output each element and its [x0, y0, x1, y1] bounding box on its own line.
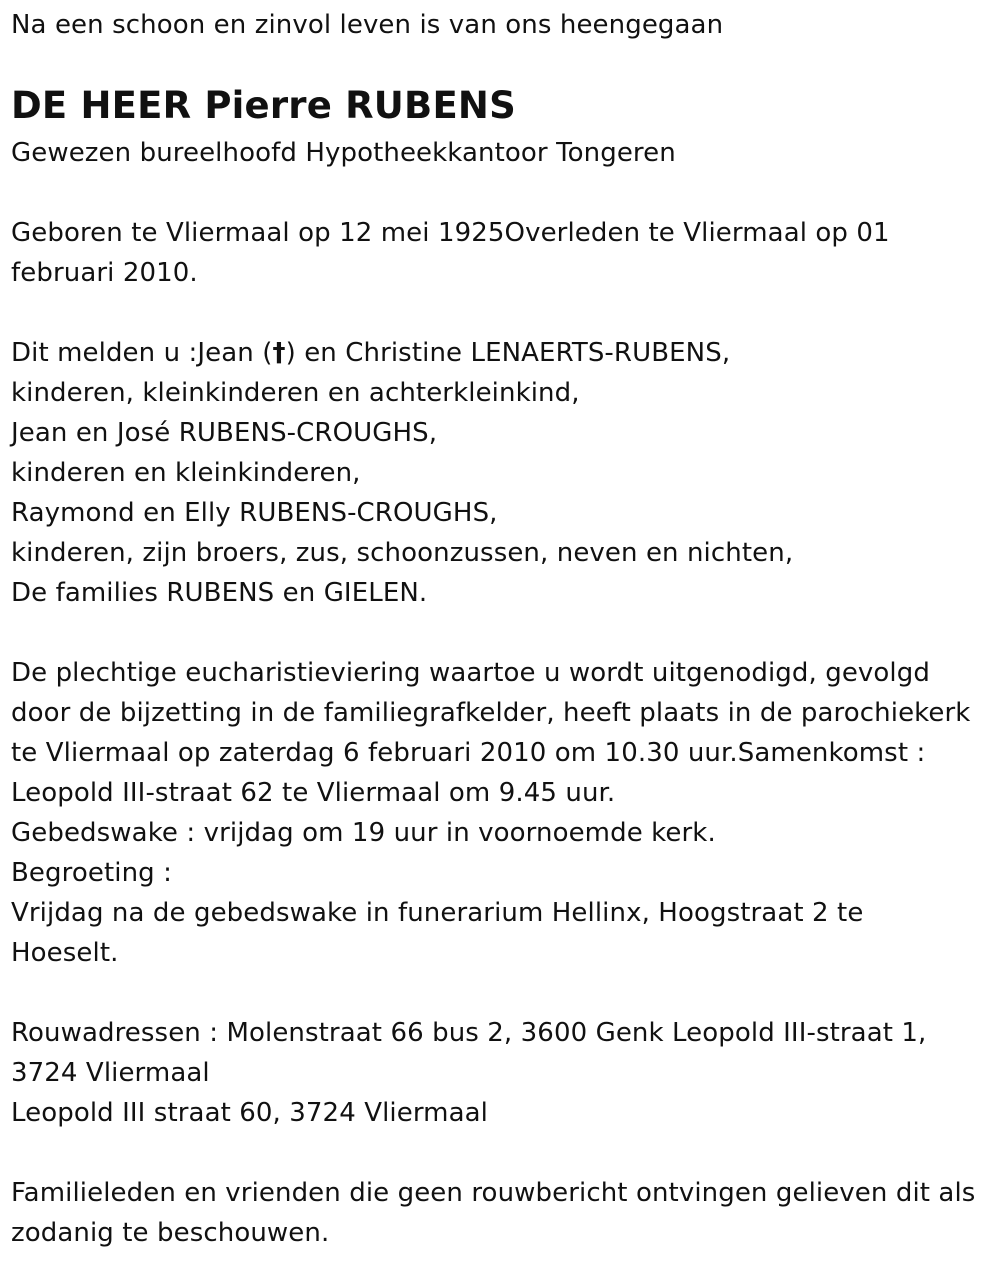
announcer-prefix: Dit melden u :Jean (: [11, 338, 273, 368]
ceremony-line: te Vliermaal op zaterdag 6 februari 2010 om 10.30 uur.Samenkomst :: [11, 738, 926, 768]
ceremony-line: Hoeselt.: [11, 938, 119, 968]
ceremony-line: Vrijdag na de gebedswake in funerarium Hellinx, Hoogstraat 2 te: [11, 898, 864, 928]
announcer-line-first: [11, 333, 793, 373]
ceremony-line: door de bijzetting in de familiegrafkelder, heeft plaats in de parochiekerk: [11, 698, 971, 728]
occupation-block: [11, 133, 676, 173]
ceremony-block: [11, 653, 970, 973]
announcer-line: De families RUBENS en GIELEN.: [11, 578, 428, 608]
closing-block: [11, 1173, 975, 1253]
announcer-suffix: ) en Christine LENAERTS-RUBENS,: [285, 338, 731, 368]
address-line: 3724 Vliermaal: [11, 1058, 210, 1088]
addresses-block: [11, 1013, 926, 1133]
ceremony-line: Leopold III-straat 62 te Vliermaal om 9.45 uur.: [11, 778, 616, 808]
address-line: Leopold III straat 60, 3724 Vliermaal: [11, 1098, 488, 1128]
announcer-line: kinderen, zijn broers, zus, schoonzussen, neven en nichten,: [11, 538, 794, 568]
announcer-line: kinderen en kleinkinderen,: [11, 458, 361, 488]
announcer-line: kinderen, kleinkinderen en achterkleinkind,: [11, 378, 580, 408]
announcer-line: Jean en José RUBENS-CROUGHS,: [11, 418, 438, 448]
intro-text: Na een schoon en zinvol leven is van ons heengegaan: [11, 10, 724, 40]
address-line: Rouwadressen : Molenstraat 66 bus 2, 3600 Genk Leopold III-straat 1,: [11, 1018, 927, 1048]
birth-death-block: [11, 213, 890, 293]
deceased-name: DE HEER Pierre RUBENS: [11, 84, 516, 127]
occupation-text: Gewezen bureelhoofd Hypotheekkantoor Tongeren: [11, 138, 676, 168]
closing-line: zodanig te beschouwen.: [11, 1218, 330, 1248]
cross-icon: †: [272, 338, 286, 368]
ceremony-line: Gebedswake : vrijdag om 19 uur in voornoemde kerk.: [11, 818, 716, 848]
birth-death-line: februari 2010.: [11, 258, 198, 288]
closing-line: Familieleden en vrienden die geen rouwbericht ontvingen gelieven dit als: [11, 1178, 976, 1208]
ceremony-line: Begroeting :: [11, 858, 172, 888]
announcer-line: Raymond en Elly RUBENS-CROUGHS,: [11, 498, 498, 528]
announcers-block: [11, 333, 793, 613]
birth-death-line: Geboren te Vliermaal op 12 mei 1925Overleden te Vliermaal op 01: [11, 218, 890, 248]
ceremony-line: De plechtige eucharistieviering waartoe u wordt uitgenodigd, gevolgd: [11, 658, 930, 688]
